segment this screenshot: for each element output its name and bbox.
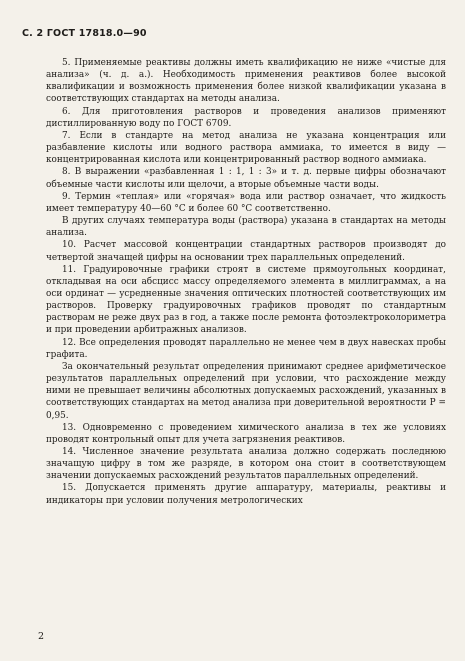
body-text — [46, 57, 446, 507]
paragraph-14: 14. Численное значение результата анализа должно содержать последнюю значащую цифру в том же разряде, в котором она стоит в соответствующем значении допускаемых расхождений результатов параллельных определений. — [46, 447, 446, 482]
paragraph-10: 10. Расчет массовой концентрации стандартных растворов производят до четвертой значащей цифры на основании трех параллельных определений. — [46, 240, 446, 263]
paragraph-5: 5. Применяемые реактивы должны иметь квалификацию не ниже «чистые для анализа» (ч. д. а.). Необходимость применения реактивов более высокой квалификации и возможность применения более низкой квалификации указана в соответствующих стандартах на методы анализа. — [46, 58, 446, 105]
paragraph-13: 13. Одновременно с проведением химического анализа в тех же условиях проводят контрольный опыт для учета загрязнения реактивов. — [46, 422, 446, 445]
paragraph-8: 8. В выражении «разбавленная 1 : 1, 1 : 3» и т. д. первые цифры обозначают объемные части кислоты или щелочи, а вторые объемные части воды. — [46, 167, 446, 190]
paragraph-15: 15. Допускается применять другие аппаратуру, материалы, реактивы и индикаторы при условии получения метрологических — [46, 483, 446, 506]
paragraph-12-continuation: За окончательный результат определения принимают среднее арифметическое результатов параллельных определений при условии, что расхождение между ними не превышает величины абсолютных допускаемых расхождений, указанных в соответствующих стандартах на метод анализа при доверительной вероятности P = 0,95. — [46, 361, 446, 421]
paragraph-6: 6. Для приготовления растворов и проведения анализов применяют дистиллированную воду по ГОСТ 6709. — [46, 106, 446, 129]
paragraph-12: 12. Все определения проводят параллельно не менее чем в двух навесках пробы графита. — [46, 337, 446, 360]
paragraph-9: 9. Термин «теплая» или «горячая» вода или раствор означает, что жидкость имеет температуру 40—60 °С и более 60 °С соответственно. — [46, 191, 446, 214]
page-number: 2 — [38, 631, 45, 642]
paragraph-7: 7. Если в стандарте на метод анализа не указана концентрация или разбавление кислоты или водного раствора аммиака, то имеется в виду — концентрированная кислота или концентрированный раствор водного аммиака. — [46, 130, 446, 166]
page-header: С. 2 ГОСТ 17818.0—90 — [22, 28, 147, 39]
paragraph-9-continuation: В других случаях температура воды (раствора) указана в стандартах на методы анализа. — [46, 216, 446, 239]
paragraph-11: 11. Градуировочные графики строят в системе прямоугольных координат, откладывая на оси абсцисс массу определяемого элемента в миллиграммах, а на оси ординат — усредненные значения оптических плотностей соответствующих им растворов. Проверку градуировочных графиков проводят по стандартным растворам не реже двух раз в год, а также после ремонта фотоэлектроколориметра и при проведении арбитражных анализов. — [46, 264, 446, 336]
